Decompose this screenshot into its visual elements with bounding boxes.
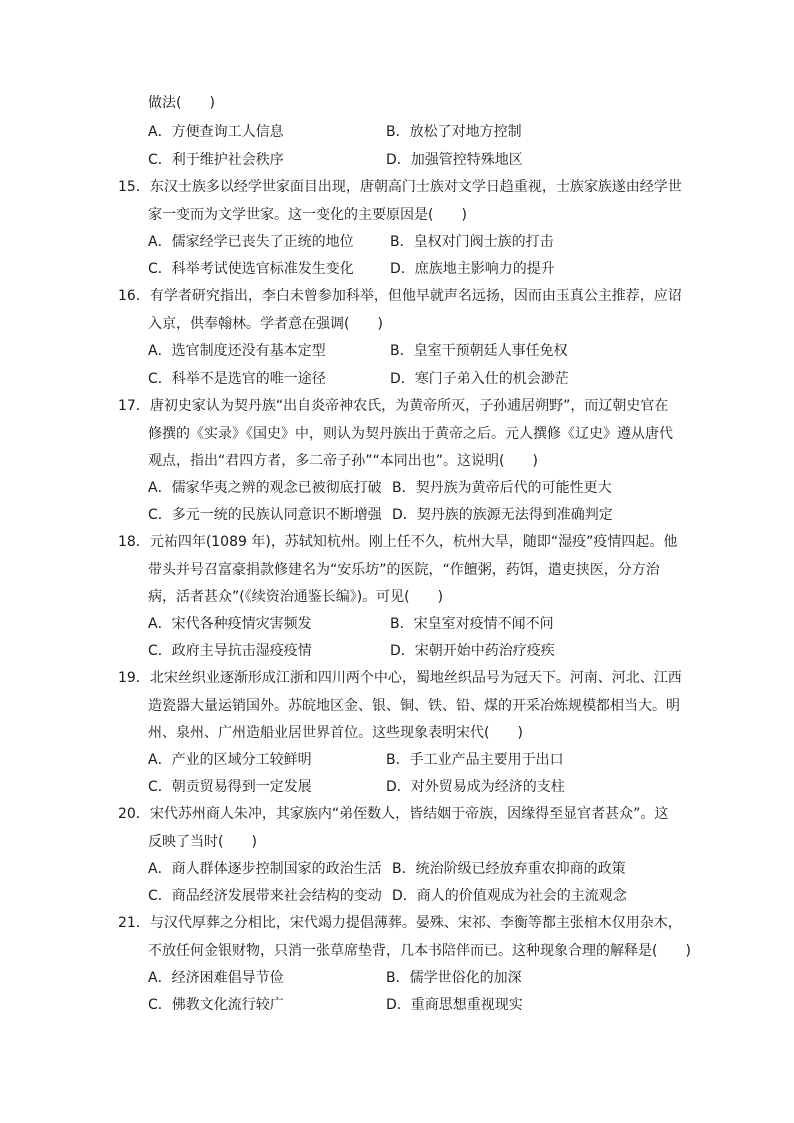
stem-line: 观点，指出“君四方者，多二帝子孙”“本同出也”。这说明( ) xyxy=(148,453,538,469)
option-a: A．方便查询工人信息 xyxy=(148,124,284,140)
question-14-stem xyxy=(148,90,708,118)
stem-line: 病，活者甚众”(《续资治通鉴长编》)。可见( ) xyxy=(148,589,444,605)
stem-line: 州、泉州、广州造船业居世界首位。这些现象表明宋代( ) xyxy=(148,725,523,741)
question-16-stem xyxy=(118,283,682,338)
question-17-stem xyxy=(118,393,678,476)
stem-line: 造瓷器大量运销国外。苏皖地区金、银、铜、铁、铅、煤的开采冶炼规模都相当大。明 xyxy=(148,697,680,714)
option-b: B．放松了对地方控制 xyxy=(386,124,522,140)
stem-line: 修撰的《实录》《国史》中，则认为契丹族出于黄帝之后。元人撰修《辽史》遵从唐代 xyxy=(148,425,673,442)
option-b: B．统治阶级已经放弃重农抑商的政策 xyxy=(392,861,626,877)
option-d: D．庶族地主影响力的提升 xyxy=(390,261,555,277)
stem-line: 带头并号召富豪捐款修建名为“安乐坊”的医院，“作饘粥，药饵，遣吏挟医，分方治 xyxy=(148,561,660,578)
stem-line: 21．与汉代厚葬之分相比，宋代竭力提倡薄葬。晏殊、宋祁、李衡等都主张棺木仅用杂木， xyxy=(118,915,682,931)
option-b: B．宋皇室对疫情不闻不问 xyxy=(390,616,554,632)
option-d: D．加强管控特殊地区 xyxy=(386,152,523,168)
option-a: A．儒家华夷之辨的观念已被彻底打破 xyxy=(148,480,382,496)
stem-line: 15．东汉士族多以经学世家面目出现，唐朝高门士族对文学日趋重视，士族家族遂由经学世 xyxy=(118,179,682,195)
question-20-stem xyxy=(118,801,678,856)
option-a: A．经济困难倡导节俭 xyxy=(148,970,284,986)
option-d: D．对外贸易成为经济的支柱 xyxy=(386,779,565,795)
option-c: C．利于维护社会秩序 xyxy=(148,152,284,168)
option-a: A．儒家经学已丧失了正统的地位 xyxy=(148,234,354,250)
option-c: C．科举不是选官的唯一途径 xyxy=(148,371,326,387)
option-d: D．商人的价值观成为社会的主流观念 xyxy=(392,888,627,904)
stem-line: 17．唐初史家认为契丹族“出自炎帝神农氏，为黄帝所灭，子孙逋居朔野”，而辽朝史官在 xyxy=(118,398,669,414)
option-a: A．产业的区域分工较鲜明 xyxy=(148,752,312,768)
option-c: C．政府主导抗击湿疫疫情 xyxy=(148,643,312,659)
option-c: C．科举考试使选官标准发生变化 xyxy=(148,261,354,277)
question-15-stem xyxy=(118,174,682,229)
question-18-stem xyxy=(118,529,678,612)
option-a: A．商人群体逐步控制国家的政治生活 xyxy=(148,861,382,877)
option-c: C．朝贡贸易得到一定发展 xyxy=(148,779,312,795)
question-21-stem xyxy=(118,910,691,965)
stem-line: 不放任何金银财物，只消一张草席垫背，几本书陪伴而已。这种现象合理的解释是( ) xyxy=(148,942,691,959)
stem-line: 20．宋代苏州商人朱冲，其家族内“弟侄数人，皆结姻于帝族，因缘得至显官者甚众”。这 xyxy=(118,806,669,822)
option-a: A．选官制度还没有基本定型 xyxy=(148,343,326,359)
option-b: B．手工业产品主要用于出口 xyxy=(386,752,564,768)
option-b: B．契丹族为黄帝后代的可能性更大 xyxy=(392,480,612,496)
option-d: D．契丹族的族源无法得到准确判定 xyxy=(392,507,613,523)
option-d: D．重商思想重视现实 xyxy=(386,997,523,1013)
option-b: B．皇权对门阀士族的打击 xyxy=(390,234,554,250)
option-d: D．寒门子弟入仕的机会渺茫 xyxy=(390,371,569,387)
option-d: D．宋朝开始中药治疗疫疾 xyxy=(390,643,555,659)
stem-line: 16．有学者研究指出，李白未曾参加科举，但他早就声名远扬，因而由玉真公主推荐，应诏 xyxy=(118,288,682,304)
stem-line: 家一变而为文学世家。这一变化的主要原因是( ) xyxy=(148,206,467,223)
option-c: C．多元一统的民族认同意识不断增强 xyxy=(148,507,382,523)
stem-line: 19．北宋丝织业逐渐形成江浙和四川两个中心，蜀地丝织品号为冠天下。河南、河北、江西 xyxy=(118,670,682,686)
stem-line: 入京，供奉翰林。学者意在强调( ) xyxy=(148,315,383,332)
option-a: A．宋代各种疫情灾害频发 xyxy=(148,616,312,632)
stem-line: 18．元祐四年(1089 年)，苏轼知杭州。刚上任不久，杭州大旱，随即“湿疫”疫情四起。他 xyxy=(118,534,678,550)
option-b: B．儒学世俗化的加深 xyxy=(386,970,522,986)
question-19-stem xyxy=(118,665,682,748)
stem-line: 做法( ) xyxy=(148,95,215,111)
option-c: C．佛教文化流行较广 xyxy=(148,997,284,1013)
option-b: B．皇室干预朝廷人事任免权 xyxy=(390,343,568,359)
option-c: C．商品经济发展带来社会结构的变动 xyxy=(148,888,382,904)
stem-line: 反映了当时( ) xyxy=(148,833,257,850)
